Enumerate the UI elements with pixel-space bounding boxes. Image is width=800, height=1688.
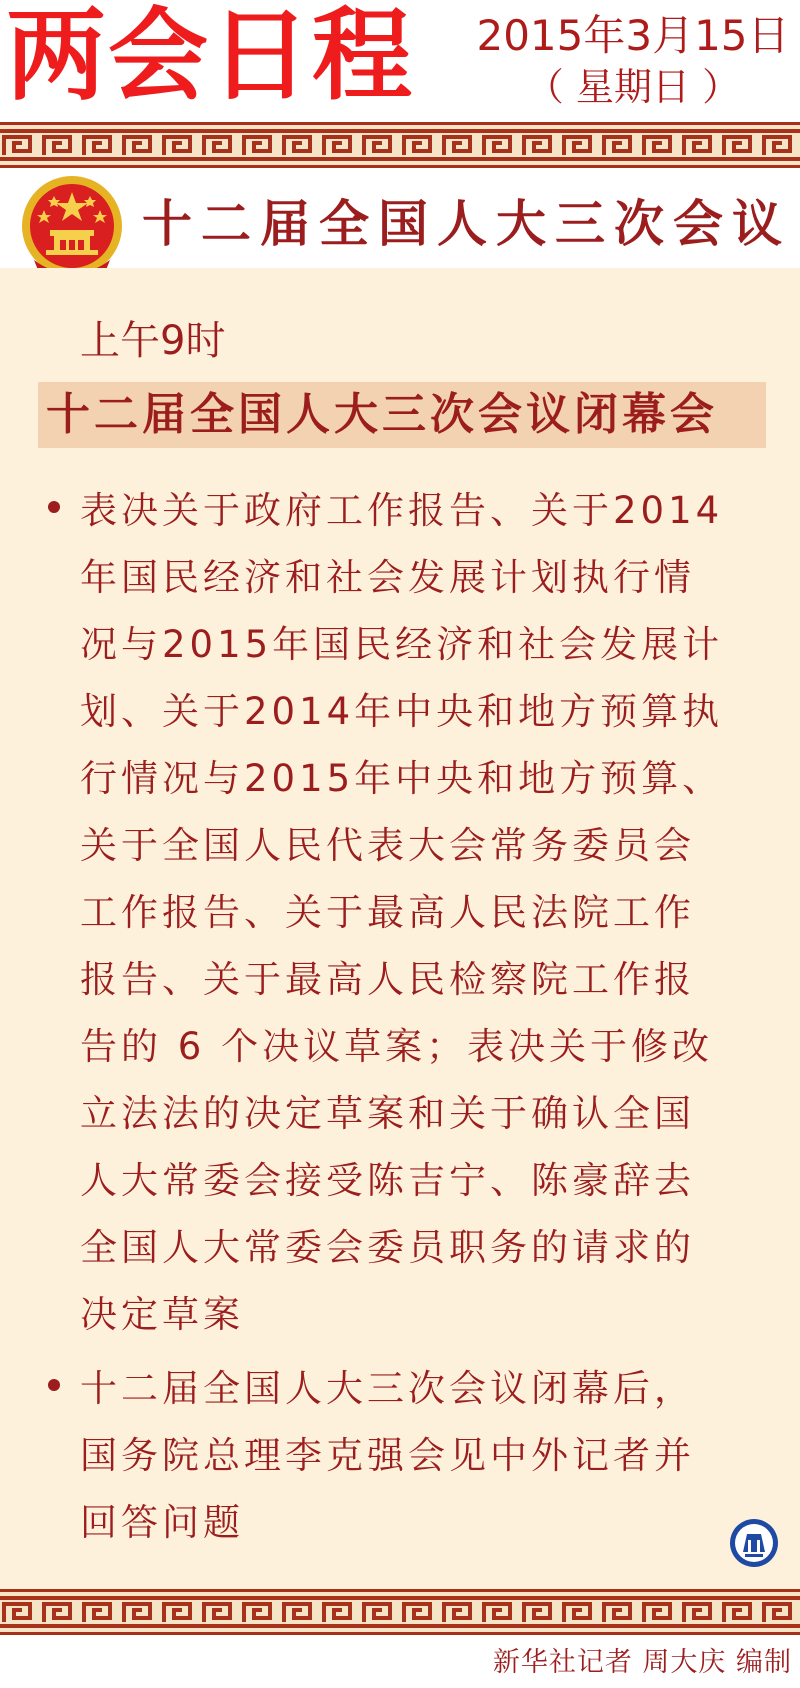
agenda-item-2: 十二届全国人大三次会议闭幕后， 国务院总理李克强会见中外记者并 回答问题 [80,1367,695,1544]
author-credit: 新华社记者 周大庆 编制 [492,1647,792,1678]
xinhua-logo-icon [729,1518,779,1568]
weekday-label: （ 星期日 ） [525,65,741,109]
decorative-border-top [0,122,800,168]
session-time: 上午9时 [80,318,226,364]
session-title: 十二届全国人大三次会议闭幕会 [46,389,718,440]
congress-title: 十二届全国人大三次会议 [142,194,791,253]
date-label: 2015年3月15日 [476,11,790,60]
bullet-icon [48,1379,60,1391]
header [0,0,800,118]
decorative-border-bottom [0,1589,800,1635]
agenda-item-1: 表决关于政府工作报告、关于2014 年国民经济和社会发展计划执行情 况与2015年国民经济和社会发展计 划、关于2014年中央和地方预算执 行情况与2015年中央和地方预算、 关于全国人民代表大会常务委员会 工作报告、关于最高人民法院工作 报告、关于最高人民检察院工作报 告的 6 个决议草案；表决关于修改 立法法的决定草案和关于确认全国 人大常委会接受陈吉宁、陈豪辞去 全国人大常委会委员职务的请求的 决定草案 [80,489,724,1336]
page-title: 两会日程 [6,0,414,114]
bullet-icon [48,501,60,513]
